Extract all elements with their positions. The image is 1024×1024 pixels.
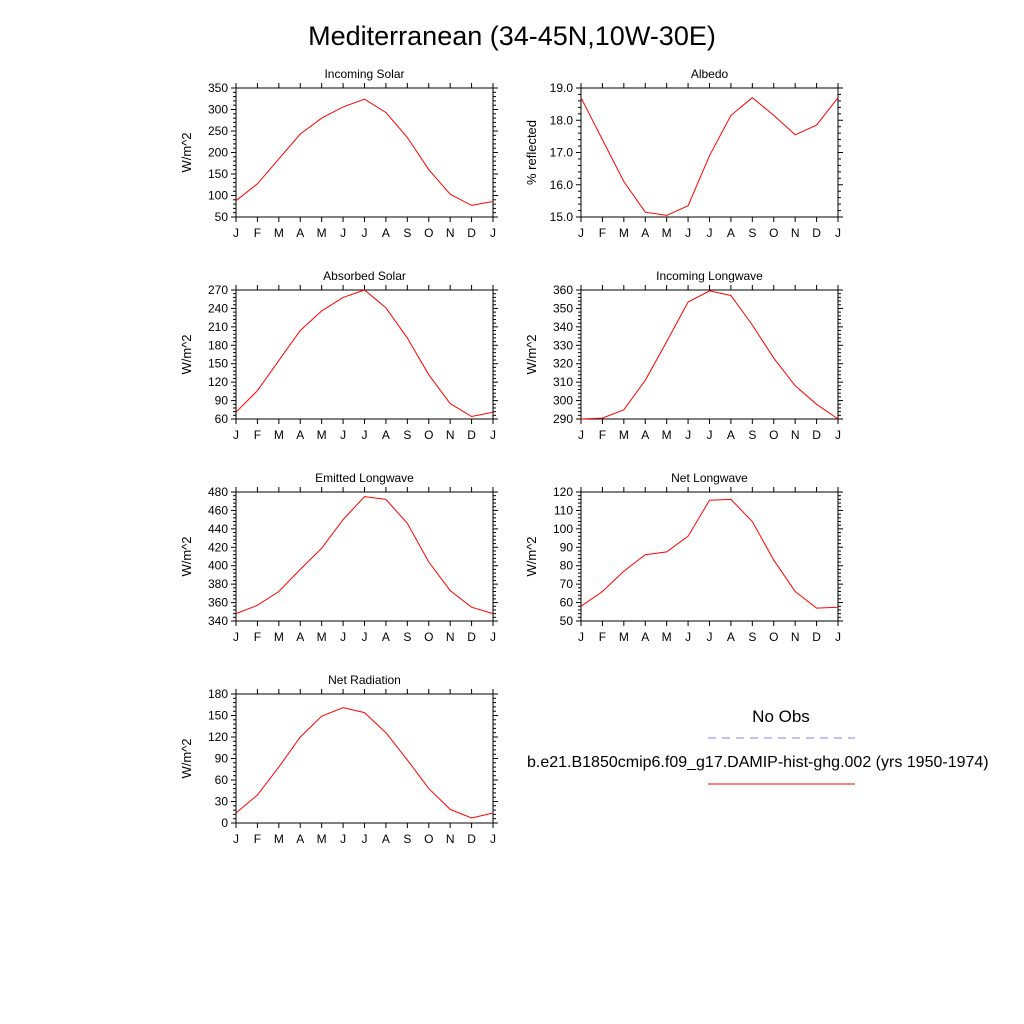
y-tick-label: 300 [207,102,228,117]
plot-frame [581,492,838,621]
x-tick-label: J [578,428,584,442]
x-tick-label: M [273,630,284,644]
y-tick-label: 480 [207,485,228,499]
y-tick-label: 17.0 [549,145,573,160]
x-tick-label: A [381,832,390,846]
y-tick-label: 150 [207,708,228,723]
x-tick-label: O [424,226,434,240]
x-tick-label: O [769,226,779,240]
y-tick-label: 100 [552,521,573,536]
x-tick-label: J [706,428,713,442]
y-tick-label: 90 [214,751,228,766]
x-tick-label: A [726,428,735,442]
y-tick-label: 15.0 [549,210,573,224]
x-tick-label: J [578,630,584,644]
x-tick-label: M [661,630,672,644]
x-tick-label: A [381,226,390,240]
series-line-albedo [581,98,838,216]
x-tick-label: M [273,428,284,442]
plot-frame [236,694,493,823]
x-tick-label: F [598,428,607,442]
y-tick-label: 180 [207,687,228,701]
y-tick-label: 120 [207,730,228,744]
x-tick-label: N [790,428,800,442]
plot-frame [236,88,493,217]
x-tick-label: J [578,226,584,240]
y-tick-label: 90 [214,393,228,408]
x-tick-label: N [445,428,455,442]
x-tick-label: A [296,226,305,240]
y-axis-label: % reflected [524,119,539,186]
y-tick-label: 210 [207,319,228,334]
x-tick-label: A [726,630,735,644]
x-tick-label: F [253,832,262,846]
series-line-net-radiation [236,708,493,818]
x-tick-label: M [618,428,629,442]
x-tick-label: F [253,226,262,240]
x-tick-label: D [467,226,476,240]
y-tick-label: 70 [559,577,573,592]
x-tick-label: F [253,630,262,644]
x-tick-label: M [618,226,629,240]
x-tick-label: J [835,428,841,442]
panel-title: Albedo [690,67,729,81]
x-tick-label: A [641,630,650,644]
x-tick-label: J [233,630,239,644]
x-tick-label: N [790,630,800,644]
panel-net-radiation [179,673,498,846]
panel-title: Emitted Longwave [315,471,414,485]
y-tick-label: 350 [552,301,573,316]
x-tick-label: S [748,630,757,644]
x-tick-label: J [361,630,368,644]
y-tick-label: 320 [552,356,573,371]
y-tick-label: 460 [207,503,228,518]
y-tick-label: 380 [207,577,228,592]
series-line-net-longwave [581,499,838,608]
y-tick-label: 16.0 [549,177,573,192]
y-tick-label: 240 [207,301,228,316]
x-tick-label: J [233,226,239,240]
series-line-incoming-longwave [581,291,838,419]
x-tick-label: S [403,630,412,644]
x-tick-label: A [381,630,390,644]
x-tick-label: M [661,428,672,442]
x-tick-label: J [340,226,347,240]
x-tick-label: A [726,226,735,240]
series-line-absorbed-solar [236,290,493,417]
y-tick-label: 270 [207,283,228,297]
y-axis-label: W/m^2 [179,738,194,779]
y-tick-label: 330 [552,338,573,353]
x-tick-label: N [445,226,455,240]
x-tick-label: S [403,428,412,442]
x-tick-label: O [424,832,434,846]
y-tick-label: 90 [559,540,573,555]
panel-incoming-solar [179,67,498,240]
legend [527,707,989,784]
x-tick-label: J [361,832,368,846]
y-axis-label: W/m^2 [179,334,194,375]
y-tick-label: 60 [214,773,228,787]
x-tick-label: N [445,832,455,846]
x-tick-label: M [273,226,284,240]
x-tick-label: J [361,226,368,240]
main-title: Mediterranean (34-45N,10W-30E) [308,21,716,51]
x-tick-label: N [790,226,800,240]
y-tick-label: 150 [207,167,228,181]
y-tick-label: 340 [207,614,228,628]
x-tick-label: S [748,226,757,240]
x-tick-label: S [403,226,412,240]
x-tick-label: J [490,428,496,442]
x-tick-label: J [685,226,692,240]
y-tick-label: 19.0 [549,81,573,95]
x-tick-label: J [706,630,713,644]
x-tick-label: S [403,832,412,846]
x-tick-label: J [490,226,496,240]
y-tick-label: 250 [207,124,228,138]
x-tick-label: J [490,630,496,644]
x-tick-label: A [641,226,650,240]
x-tick-label: F [598,630,607,644]
x-tick-label: M [316,226,327,240]
y-axis-label: W/m^2 [524,536,539,577]
x-tick-label: D [812,630,821,644]
x-tick-label: D [812,428,821,442]
legend-obs-label: No Obs [752,707,810,726]
x-tick-label: M [618,630,629,644]
x-tick-label: J [685,630,692,644]
y-tick-label: 400 [207,558,228,573]
plot-frame [236,290,493,419]
x-tick-label: J [490,832,496,846]
x-tick-label: M [316,428,327,442]
panel-title: Net Radiation [328,673,401,687]
panel-emitted-longwave [179,471,498,644]
panel-absorbed-solar [179,269,498,442]
panel-title: Incoming Solar [324,67,405,81]
panels [179,67,843,846]
legend-run-label: b.e21.B1850cmip6.f09_g17.DAMIP-hist-ghg.002 (yrs 1950-1974) [527,754,989,771]
y-tick-label: 30 [214,794,228,809]
x-tick-label: D [467,630,476,644]
x-tick-label: J [835,630,841,644]
y-tick-label: 180 [207,338,228,353]
panel-incoming-longwave [524,269,843,442]
plot-frame [581,290,838,419]
x-tick-label: A [381,428,390,442]
y-tick-label: 340 [552,319,573,334]
y-tick-label: 80 [559,558,573,573]
x-tick-label: M [273,832,284,846]
x-tick-label: F [253,428,262,442]
x-tick-label: A [296,832,305,846]
panel-albedo [524,67,843,240]
y-tick-label: 60 [559,595,573,610]
y-tick-label: 360 [207,595,228,610]
x-tick-label: A [296,630,305,644]
x-tick-label: A [296,428,305,442]
x-tick-label: O [424,428,434,442]
x-tick-label: J [706,226,713,240]
x-tick-label: O [769,630,779,644]
y-tick-label: 120 [207,375,228,390]
y-tick-label: 420 [207,540,228,555]
x-tick-label: M [316,630,327,644]
y-axis-label: W/m^2 [524,334,539,375]
y-tick-label: 300 [552,393,573,408]
panel-title: Absorbed Solar [323,269,406,283]
x-tick-label: J [340,832,347,846]
plot-frame [581,88,838,217]
y-tick-label: 0 [221,816,228,830]
y-axis-label: W/m^2 [179,132,194,173]
y-tick-label: 110 [553,503,573,518]
x-tick-label: O [424,630,434,644]
x-tick-label: J [340,630,347,644]
panel-net-longwave [524,471,843,644]
x-tick-label: J [233,428,239,442]
x-tick-label: N [445,630,455,644]
x-tick-label: D [467,428,476,442]
plot-frame [236,492,493,621]
series-line-emitted-longwave [236,497,493,614]
y-tick-label: 120 [552,485,573,499]
x-tick-label: J [233,832,239,846]
x-tick-label: F [598,226,607,240]
y-tick-label: 350 [207,81,228,95]
y-tick-label: 50 [214,210,228,224]
y-axis-label: W/m^2 [179,536,194,577]
x-tick-label: M [316,832,327,846]
panel-title: Net Longwave [671,471,748,485]
x-tick-label: J [340,428,347,442]
y-tick-label: 360 [552,283,573,297]
series-line-incoming-solar [236,99,493,205]
y-tick-label: 150 [207,356,228,371]
x-tick-label: J [835,226,841,240]
y-tick-label: 18.0 [549,113,573,128]
y-tick-label: 290 [552,412,573,426]
y-tick-label: 200 [207,145,228,160]
x-tick-label: J [685,428,692,442]
y-tick-label: 310 [552,375,573,390]
x-tick-label: D [812,226,821,240]
x-tick-label: J [361,428,368,442]
y-tick-label: 100 [207,188,228,203]
panel-title: Incoming Longwave [656,269,763,283]
x-tick-label: D [467,832,476,846]
y-tick-label: 440 [207,521,228,536]
y-tick-label: 60 [214,412,228,426]
x-tick-label: O [769,428,779,442]
x-tick-label: M [661,226,672,240]
x-tick-label: S [748,428,757,442]
x-tick-label: A [641,428,650,442]
y-tick-label: 50 [559,614,573,628]
